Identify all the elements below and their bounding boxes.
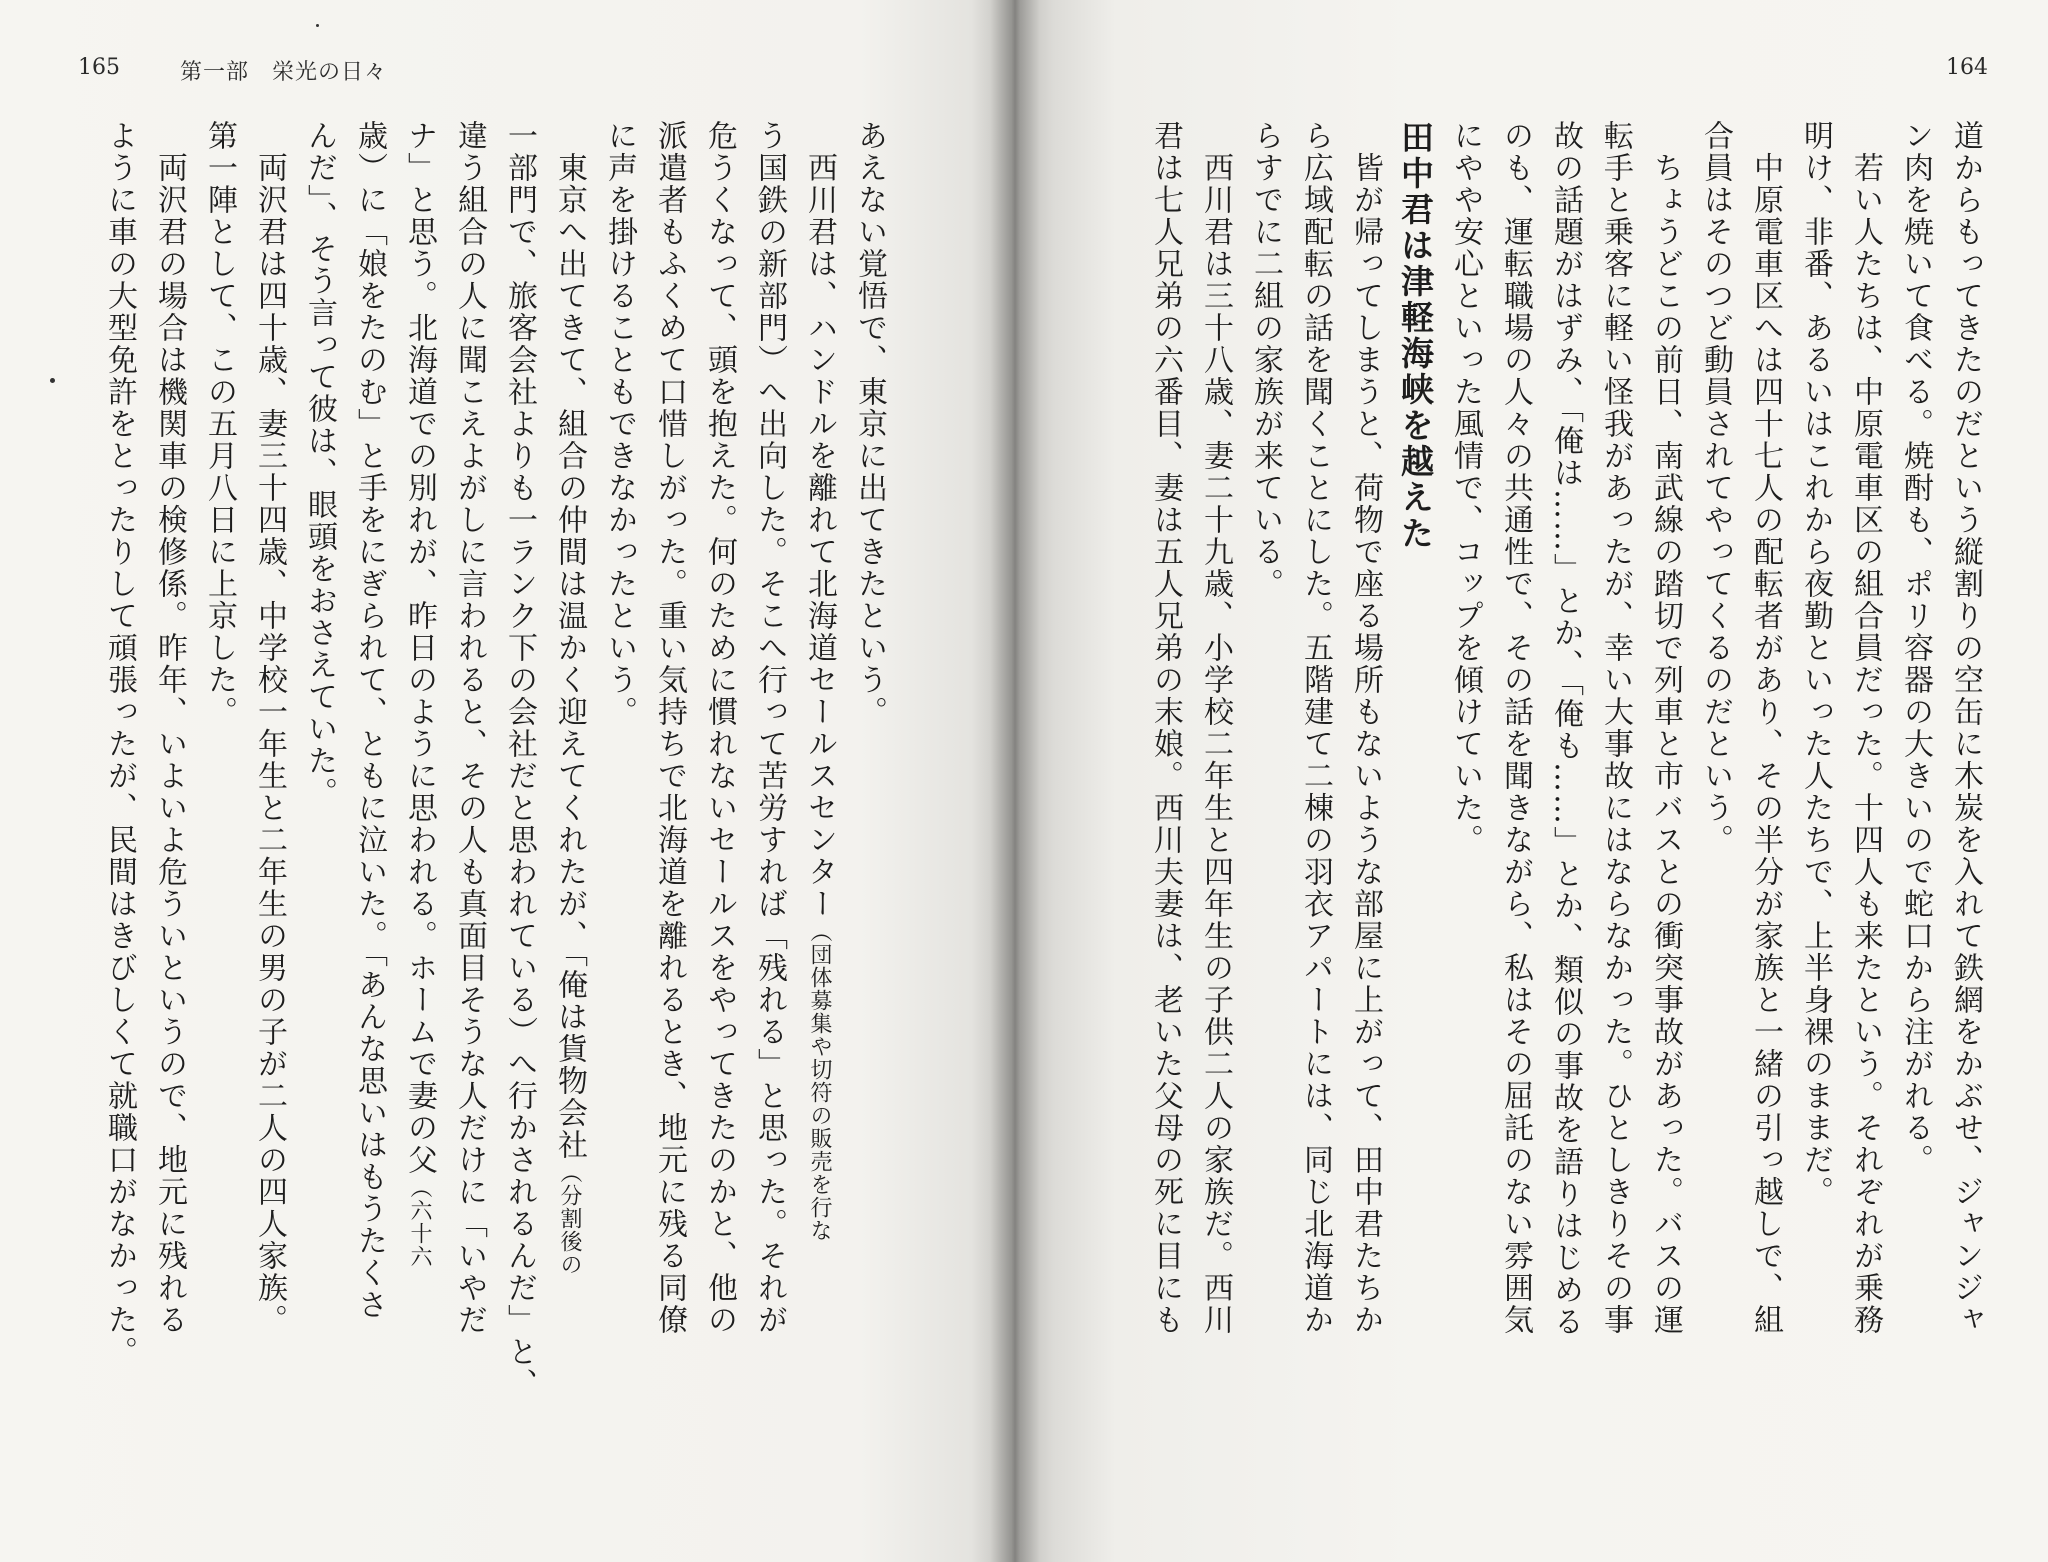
text-line [644,120,694,1550]
text-line [144,120,194,1550]
line-text: 両沢君は四十歳、妻三十四歳、中学校一年生と二年生の男の子が二人の四人家族。 [252,120,287,1336]
line-text: に声を掛けることもできなかったという。 [602,120,637,728]
line-text: う国鉄の新部門）へ出向した。そこへ行って苦労すれば「残れる」と思った。それが [752,120,787,1336]
text-line [344,120,394,1550]
text-line [1740,120,1790,1550]
line-text: 違う組合の人に聞こえよがしに言われると、その人も真面目そうな人だけに「いやだ [452,120,487,1336]
text-line [1440,120,1490,1550]
line-text: 若い人たちは、中原電車区の組合員だった。十四人も来たという。それぞれが乗務 [1848,120,1883,1336]
text-line [544,120,594,1550]
line-text: 合員はそのつど動員されてやってくるのだという。 [1698,120,1733,856]
line-text: 一部門で、旅客会社よりも一ランク下の会社だと思われている）へ行かされるんだ」と、 [502,120,537,1400]
left-page [0,0,1012,1562]
line-text: 歳）に「娘をたのむ」と手をにぎられて、ともに泣いた。「あんな思いはもうたくさ [352,120,387,1321]
text-line [594,120,644,1550]
text-line [1640,120,1690,1550]
line-text: あえない覚悟で、東京に出てきたという。 [852,120,887,728]
inline-annotation: （団体募集や切符の販売を行な [807,920,832,1242]
text-line [194,120,244,1550]
line-text: 両沢君の場合は機関車の検修係。昨年、いよいよ危ういというので、地元に残れる [152,120,187,1336]
text-line [1890,120,1940,1550]
line-text: 田中君は津軽海峡を越えた [1396,120,1435,552]
text-line [1240,120,1290,1550]
line-text: ら広域配転の話を聞くことにした。五階建て二棟の羽衣アパートには、同じ北海道か [1298,120,1333,1336]
text-line [1840,120,1890,1550]
text-line [1790,120,1840,1550]
text-line [1190,120,1240,1550]
line-text: 道からもってきたのだという縦割りの空缶に木炭を入れて鉄網をかぶせ、ジャンジャ [1948,120,1983,1336]
paper-speck [50,378,55,383]
line-text: 派遣者もふくめて口惜しがった。重い気持ちで北海道を離れるとき、地元に残る同僚 [652,120,687,1336]
line-text: んだ」、そう言って彼は、眼頭をおさえていた。 [302,120,337,809]
line-text: らすでに二組の家族が来ている。 [1248,120,1283,600]
text-line [294,120,344,1550]
page-number-right: 164 [1946,55,1988,80]
line-text: ン肉を焼いて食べる。焼酎も、ポリ容器の大きいので蛇口から注がれる。 [1898,120,1933,1176]
line-text: のも、運転職場の人々の共通性で、その話を聞きながら、私はその屈託のない雰囲気 [1498,120,1533,1336]
line-text: 中原電車区へは四十七人の配転者があり、その半分が家族と一緒の引っ越しで、組 [1748,120,1783,1336]
text-line [844,120,894,1550]
running-head: 第一部 栄光の日々 [180,60,388,85]
line-text: 東京へ出てきて、組合の仲間は温かく迎えてくれたが、「俺は貨物会社 [552,120,587,1161]
line-text: ように車の大型免許をとったりして頑張ったが、民間はきびしくて就職口がなかった。 [102,120,137,1368]
text-line [1340,120,1390,1550]
inline-annotation: （分割後の [557,1161,582,1276]
text-line [744,120,794,1550]
text-line [1540,120,1590,1550]
line-text: にやや安心といった風情で、コップを傾けていた。 [1448,120,1483,856]
text-line [794,120,844,1550]
left-page-body [94,120,894,1550]
line-text: 西川君は三十八歳、妻二十九歳、小学校二年生と四年生の子供二人の家族だ。西川 [1198,120,1233,1336]
text-line [1140,120,1190,1550]
text-line [694,120,744,1550]
line-text: 故の話題がはずみ、「俺は……」とか、「俺も……」とか、類似の事故を語りはじめる [1548,120,1583,1338]
text-line [1940,120,1990,1550]
line-text: 危うくなって、頭を抱えた。何のために慣れないセールスをやってきたのかと、他の [702,120,737,1336]
text-line [244,120,294,1550]
text-line [94,120,144,1550]
text-line [1290,120,1340,1550]
line-text: 明け、非番、あるいはこれから夜勤といった人たちで、上半身裸のままだ。 [1798,120,1833,1208]
text-line [494,120,544,1550]
text-line [1690,120,1740,1550]
line-text: 皆が帰ってしまうと、荷物で座る場所もないような部屋に上がって、田中君たちか [1348,120,1383,1336]
right-page-body [1140,120,1990,1550]
text-line [444,120,494,1550]
line-text: ナ」と思う。北海道での別れが、昨日のように思われる。ホームで妻の父 [402,120,437,1176]
right-page [1012,0,2048,1562]
line-text: ちょうどこの前日、南武線の踏切で列車と市バスとの衝突事故があった。バスの運 [1648,120,1683,1336]
inline-annotation: （六十六 [407,1176,432,1268]
paper-speck [316,24,319,27]
text-line [1490,120,1540,1550]
page-number-left: 165 [78,55,120,80]
text-line [394,120,444,1550]
line-text: 転手と乗客に軽い怪我があったが、幸い大事故にはならなかった。ひとしきりその事 [1598,120,1633,1336]
text-line [1590,120,1640,1550]
section-heading [1390,120,1440,1550]
line-text: 第一陣として、この五月八日に上京した。 [202,120,237,728]
line-text: 西川君は、ハンドルを離れて北海道セールスセンター [802,120,837,920]
line-text: 君は七人兄弟の六番目、妻は五人兄弟の末娘。西川夫妻は、老いた父母の死に目にも [1148,120,1183,1336]
